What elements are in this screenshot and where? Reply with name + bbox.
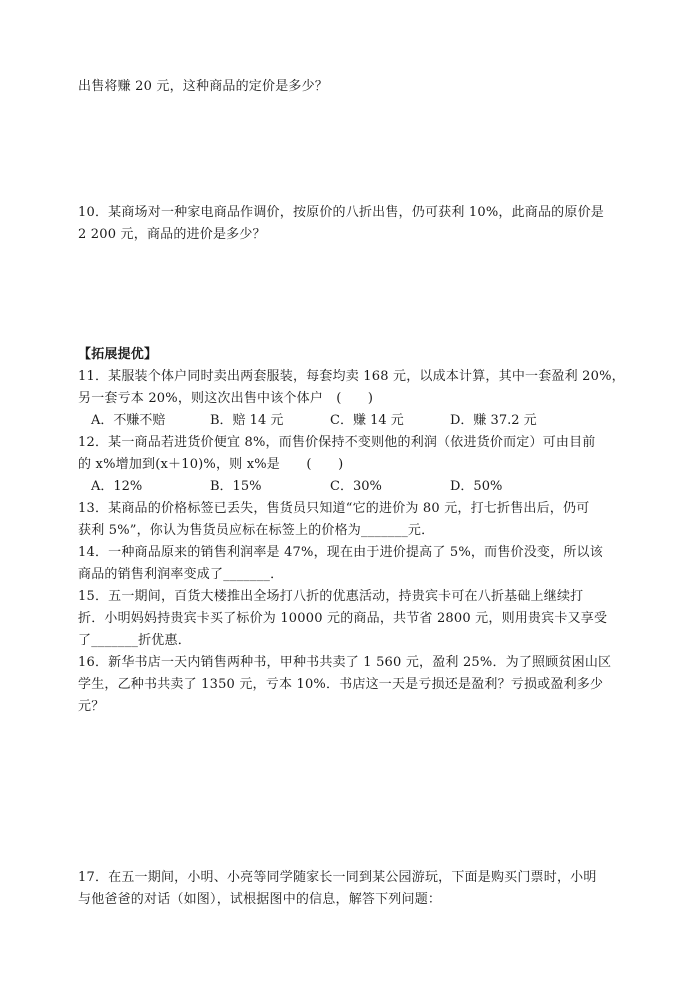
question-12-line-2: 的 x%增加到(x＋10)%，则 x%是 ( ) [78,457,344,472]
question-15-line-1: 15．五一期间，百货大楼推出全场打八折的优惠活动，持贵宾卡可在八折基础上继续打 [78,589,584,604]
question-11-line-1: 11．某服装个体户同时卖出两套服装，每套均卖 168 元，以成本计算，其中一套盈利 20%， [78,369,625,384]
question-12-line-1: 12．某一商品若进货价便宜 8%，而售价保持不变则他的利润（依进货价而定）可由目前 [78,435,596,450]
question-15-line-3: 了_______折优惠． [78,633,191,648]
option-c: C．赚 14 元 [330,413,404,428]
question-10-line-1: 10．某商场对一种家电商品作调价，按原价的八折出售，仍可获利 10%，此商品的原价是 [78,205,604,220]
question-17-line-2: 与他爸爸的对话（如图），试根据图中的信息，解答下列问题： [78,892,442,907]
option-b: B．15% [210,479,262,494]
option-b: B．赔 14 元 [210,413,284,428]
question-14-line-1: 14．一种商品原来的销售利润率是 47%，现在由于进价提高了 5%，而售价没变，所以该 [78,545,603,560]
question-17-line-1: 17．在五一期间，小明、小亮等同学随家长一同到某公园游玩，下面是购买门票时，小明 [78,870,597,885]
question-11-line-2: 另一套亏本 20%，则这次出售中该个体户 ( ) [78,391,374,406]
option-a: A．12% [91,479,143,494]
question-13-line-2: 获利 5%”，你认为售货员应标在标签上的价格为_______元． [78,523,435,538]
question-16-line-2: 学生，乙种书共卖了 1350 元，亏本 10%．书店这一天是亏损还是盈利？亏损或盈利多少 [78,677,604,692]
question-16-line-3: 元？ [78,699,105,714]
question-16-line-1: 16．新华书店一天内销售两种书，甲种书共卖了 1 560 元，盈利 25%．为了照顾贫困山区 [78,655,612,670]
option-d: D．50% [450,479,503,494]
section-heading: 【拓展提优】 [78,347,158,362]
question-15-line-2: 折．小明妈妈持贵宾卡买了标价为 10000 元的商品，共节省 2800 元，则用贵宾卡又享受 [78,611,608,626]
option-c: C．30% [330,479,382,494]
question-9-continuation: 出售将赚 20 元，这种商品的定价是多少？ [78,79,329,94]
question-10-line-2: 2 200 元，商品的进价是多少？ [78,227,266,242]
option-d: D．赚 37.2 元 [450,413,537,428]
option-a: A．不赚不赔 [91,413,166,428]
question-14-line-2: 商品的销售利润率变成了_______． [78,567,284,582]
question-13-line-1: 13．某商品的价格标签已丢失，售货员只知道“它的进价为 80 元，打七折售出后，仍可 [78,501,590,516]
